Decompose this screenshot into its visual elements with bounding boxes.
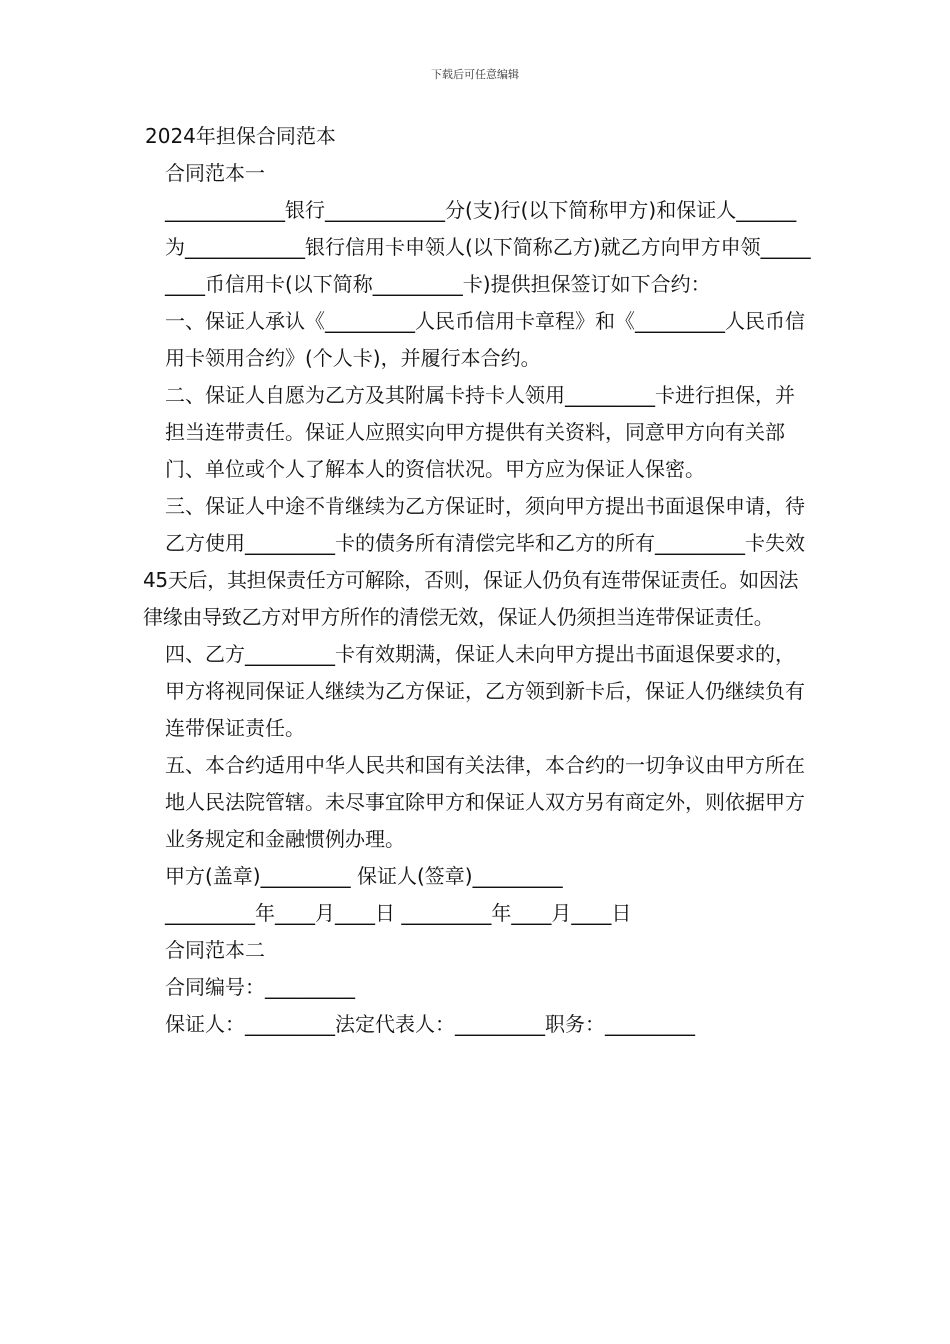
signature-line: 甲方(盖章)_________ 保证人(签章)_________ [165,864,563,888]
sample-two-heading: 合同范本二 [165,938,265,962]
intro-paragraph: ____________银行____________分(支)行(以下简称甲方)和保证人______为____________银行信用卡申领人(以下简称乙方)就乙方向甲方申领_________币信用卡(以下简称_________卡)提供担保签订如下合约： [165,198,811,296]
sample-one-heading: 合同范本一 [165,161,265,185]
clause-three-part-a: 三、保证人中途不肯继续为乙方保证时，须向甲方提出书面退保申请，待乙方使用_________卡的债务所有清偿完毕和乙方的所有_________卡失效 [165,494,805,555]
clause-four: 四、乙方_________卡有效期满，保证人未向甲方提出书面退保要求的，甲方将视同保证人继续为乙方保证，乙方领到新卡后，保证人仍继续负有连带保证责任。 [165,642,805,740]
document-title: 2024年担保合同范本 [145,124,336,148]
clause-two: 二、保证人自愿为乙方及其附属卡持卡人领用_________卡进行担保，并担当连带责任。保证人应照实向甲方提供有关资料，同意甲方向有关部门、单位或个人了解本人的资信状况。甲方应为保证人保密。 [165,383,795,481]
clause-five: 五、本合约适用中华人民共和国有关法律，本合约的一切争议由甲方所在地人民法院管辖。未尽事宜除甲方和保证人双方另有商定外，则依据甲方业务规定和金融惯例办理。 [165,753,805,851]
date-line: _________年____月____日 _________年____月____日 [165,901,632,925]
clause-one: 一、保证人承认《_________人民币信用卡章程》和《_________人民币信用卡领用合约》(个人卡)，并履行本合约。 [165,309,805,370]
clause-three-part-b: 45天后，其担保责任方可解除，否则，保证人仍负有连带保证责任。如因法律缘由导致乙方对甲方所作的清偿无效，保证人仍须担当连带保证责任。 [143,568,799,629]
contract-number-line: 合同编号：_________ [165,975,355,999]
guarantor-line: 保证人：_________法定代表人：_________职务：_________ [165,1012,695,1036]
page-header: 下载后可任意编辑 [431,68,519,81]
document-body [145,118,813,1043]
